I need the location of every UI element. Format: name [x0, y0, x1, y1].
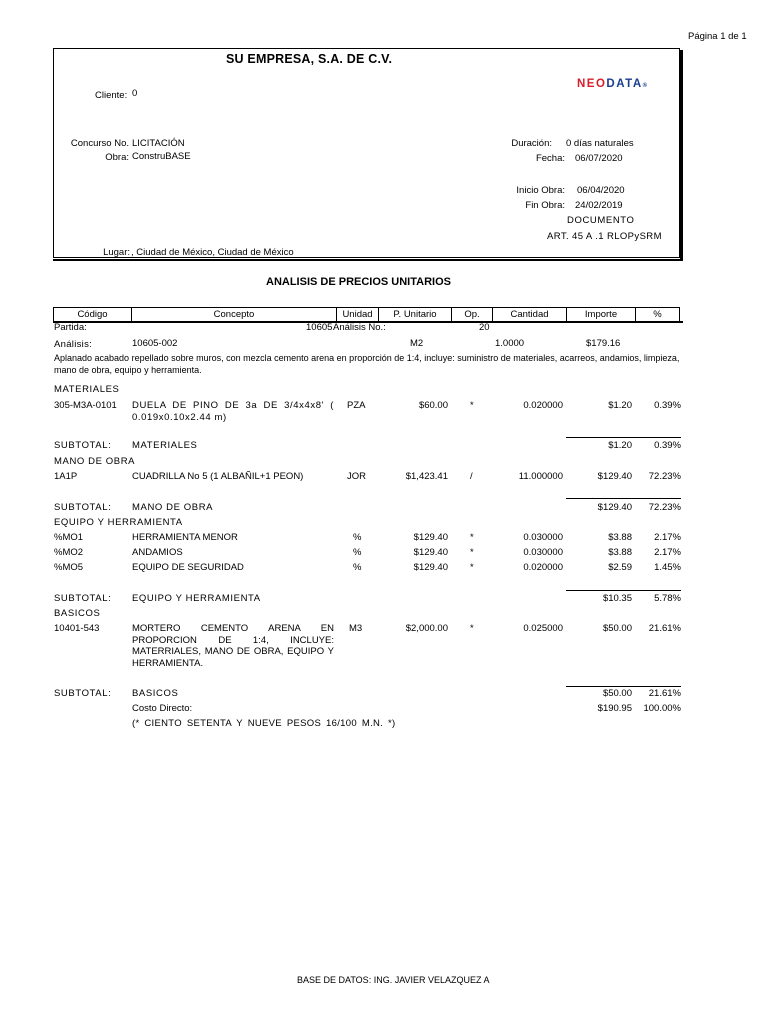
client-label: Cliente: — [95, 90, 128, 101]
row-qty: 0.020000 — [523, 562, 563, 573]
row-concept: HERRAMIENTA MENOR — [132, 532, 238, 543]
company-name: SU EMPRESA, S.A. DE C.V. — [226, 52, 393, 66]
subtotal-label: SUBTOTAL: — [54, 502, 112, 513]
duracion-value: 0 días naturales — [566, 138, 634, 149]
analisis-qty: 1.0000 — [495, 338, 525, 349]
concurso-value: LICITACIÓN — [132, 138, 185, 149]
fecha-label: Fecha: — [535, 153, 565, 164]
subtotal-pct: 5.78% — [654, 593, 681, 604]
row-concept: MORTERO CEMENTO ARENA EN PROPORCION DE 1:4, INCLUYE: MATERRIALES, MANO DE OBRA, EQUIPO Y HERRAMIENTA. — [132, 623, 334, 669]
subtotal-rule — [566, 686, 681, 687]
row-code: 305-M3A-0101 — [54, 400, 117, 411]
footer-database: BASE DE DATOS: ING. JAVIER VELAZQUEZ A — [297, 975, 490, 985]
section-materiales: MATERIALES — [54, 384, 120, 395]
row-op: * — [470, 400, 474, 411]
row-op: * — [470, 623, 474, 634]
row-qty: 0.025000 — [523, 623, 563, 634]
subtotal-amount: $1.20 — [608, 440, 632, 451]
row-unit: % — [353, 547, 362, 558]
row-pct: 72.23% — [648, 471, 681, 482]
subtotal-rule — [566, 498, 681, 499]
row-qty: 11.000000 — [518, 471, 563, 482]
section-mano-obra: MANO DE OBRA — [54, 456, 136, 467]
partida-code: 10605 — [306, 322, 333, 333]
subtotal-amount: $129.40 — [597, 502, 632, 513]
subtotal-label: SUBTOTAL: — [54, 593, 112, 604]
row-amount: $1.20 — [608, 400, 632, 411]
row-pct: 2.17% — [654, 532, 681, 543]
neodata-logo-icon: NEODATA® — [577, 78, 649, 90]
row-unit: % — [353, 562, 362, 573]
row-amount: $50.00 — [602, 623, 632, 634]
documento-label: DOCUMENTO — [567, 215, 635, 226]
fecha-value: 06/07/2020 — [575, 153, 623, 164]
analisis-price: $179.16 — [586, 338, 621, 349]
subtotal-pct: 21.61% — [648, 688, 681, 699]
row-qty: 0.020000 — [523, 400, 563, 411]
row-pct: 1.45% — [654, 562, 681, 573]
row-op: * — [470, 532, 474, 543]
subtotal-amount: $50.00 — [602, 688, 632, 699]
header-shadow-right — [680, 50, 683, 261]
col-cantidad: Cantidad — [492, 307, 567, 322]
costo-directo-label: Costo Directo: — [132, 703, 193, 714]
col-concepto: Concepto — [131, 307, 337, 322]
section-basicos: BASICOS — [54, 608, 101, 619]
analisis-code: 10605-002 — [132, 338, 178, 349]
row-price: $129.40 — [413, 562, 448, 573]
amount-in-words: (* CIENTO SETENTA Y NUEVE PESOS 16/100 M.N. *) — [132, 718, 396, 729]
row-pct: 2.17% — [654, 547, 681, 558]
row-op: / — [470, 471, 473, 482]
row-pct: 0.39% — [654, 400, 681, 411]
row-code: 10401-543 — [54, 623, 100, 634]
row-concept: DUELA DE PINO DE 3a DE 3/4x4x8' ( 0.019x0.10x2.44 m) — [132, 400, 334, 423]
row-amount: $3.88 — [608, 532, 632, 543]
subtotal-label: SUBTOTAL: — [54, 440, 112, 451]
row-code: 1A1P — [54, 471, 78, 482]
row-qty: 0.030000 — [523, 532, 563, 543]
row-amount: $129.40 — [597, 471, 632, 482]
analisis-no-value: 20 — [479, 322, 490, 333]
col-pct: % — [635, 307, 680, 322]
row-amount: $2.59 — [608, 562, 632, 573]
subtotal-amount: $10.35 — [602, 593, 632, 604]
analisis-description: Aplanado acabado repellado sobre muros, con mezcla cemento arena en proporción de 1:4, incluye: suministro de materiales, acarreos, andamios, limpieza, mano de obra, equipo y herramienta. — [54, 353, 680, 375]
row-price: $2,000.00 — [405, 623, 448, 634]
row-concept: CUADRILLA No 5 (1 ALBAÑIL+1 PEON) — [132, 471, 304, 482]
subtotal-name: MATERIALES — [132, 440, 198, 451]
header-shadow-bottom — [53, 259, 683, 261]
articulo-label: ART. 45 A .1 RLOPySRM — [547, 231, 662, 242]
analisis-unit: M2 — [410, 338, 424, 349]
row-code: %MO2 — [54, 547, 84, 558]
inicio-value: 06/04/2020 — [577, 185, 625, 196]
inicio-label: Inicio Obra: — [516, 185, 565, 196]
row-code: %MO1 — [54, 532, 84, 543]
row-code: %MO5 — [54, 562, 84, 573]
row-qty: 0.030000 — [523, 547, 563, 558]
row-unit: PZA — [347, 400, 366, 411]
subtotal-name: BASICOS — [132, 688, 179, 699]
partida-label: Partida: — [54, 322, 87, 333]
row-price: $129.40 — [413, 532, 448, 543]
page-number: Página 1 de 1 — [688, 31, 747, 42]
row-concept: EQUIPO DE SEGURIDAD — [132, 562, 244, 573]
subtotal-name: EQUIPO Y HERRAMIENTA — [132, 593, 261, 604]
client-value: 0 — [132, 88, 138, 99]
section-equipo: EQUIPO Y HERRAMIENTA — [54, 517, 183, 528]
row-unit: % — [353, 532, 362, 543]
subtotal-label: SUBTOTAL: — [54, 688, 112, 699]
obra-value: ConstruBASE — [132, 151, 191, 162]
row-price: $60.00 — [418, 400, 448, 411]
row-unit: JOR — [347, 471, 366, 482]
costo-directo-amount: $190.95 — [597, 703, 632, 714]
fin-label: Fin Obra: — [525, 200, 565, 211]
subtotal-rule — [566, 590, 681, 591]
row-price: $129.40 — [413, 547, 448, 558]
row-concept: ANDAMIOS — [132, 547, 183, 558]
row-op: * — [470, 562, 474, 573]
analisis-label: Análisis: — [54, 339, 93, 350]
row-pct: 21.61% — [648, 623, 681, 634]
row-op: * — [470, 547, 474, 558]
subtotal-rule — [566, 437, 681, 438]
col-unidad: Unidad — [336, 307, 379, 322]
analisis-no-label: Análisis No.: — [333, 322, 386, 333]
obra-label: Obra: — [105, 152, 129, 163]
costo-directo-pct: 100.00% — [643, 703, 681, 714]
col-importe: Importe — [566, 307, 636, 322]
subtotal-pct: 72.23% — [648, 502, 681, 513]
lugar-value: , Ciudad de México, Ciudad de México — [131, 247, 294, 258]
document-title: ANALISIS DE PRECIOS UNITARIOS — [266, 276, 451, 288]
row-amount: $3.88 — [608, 547, 632, 558]
row-price: $1,423.41 — [405, 471, 448, 482]
lugar-label: Lugar: — [103, 247, 130, 258]
concurso-label: Concurso No. — [70, 138, 129, 149]
duracion-label: Duración: — [511, 138, 552, 149]
col-codigo: Código — [53, 307, 132, 322]
subtotal-pct: 0.39% — [654, 440, 681, 451]
col-punitario: P. Unitario — [378, 307, 452, 322]
fin-value: 24/02/2019 — [575, 200, 623, 211]
col-op: Op. — [451, 307, 493, 322]
row-unit: M3 — [349, 623, 363, 634]
subtotal-name: MANO DE OBRA — [132, 502, 214, 513]
